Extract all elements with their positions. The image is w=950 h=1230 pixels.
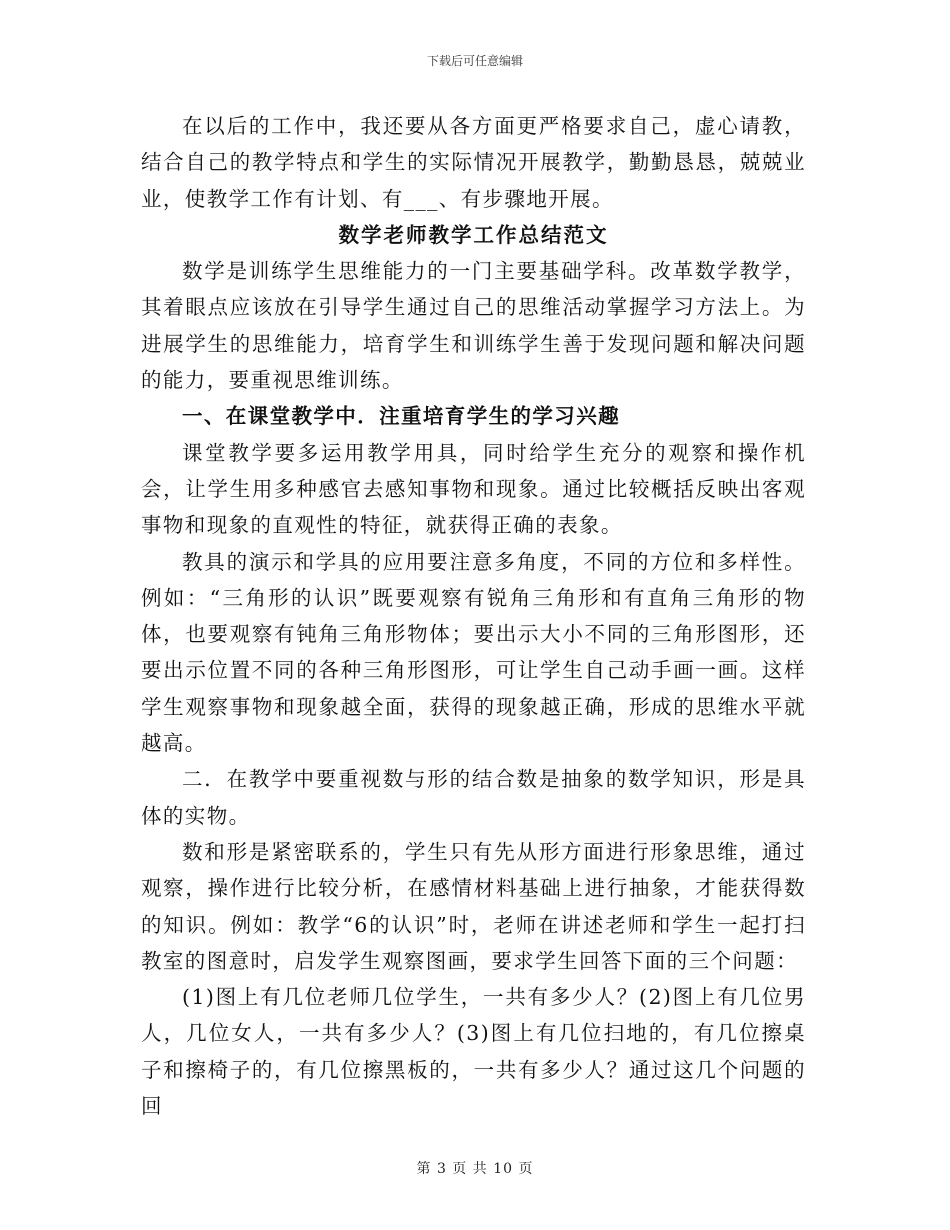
paragraph-5: 数和形是紧密联系的，学生只有先从形方面进行形象思维，通过观察，操作进行比较分析，在感情材料基础上进行抽象，才能获得数的知识。例如：教学“6的认识”时，老师在讲述老师和学生一起打扫教室的图意时，启发学生观察图画，要求学生回答下面的三个问题： [141,839,806,973]
paragraph-intro: 在以后的工作中，我还要从各方面更严格要求自己，虚心请教，结合自己的教学特点和学生的实际情况开展教学，勤勤恳恳，兢兢业业，使教学工作有计划、有___、有步骤地开展。 [141,114,806,211]
paragraph-1: 数学是训练学生思维能力的一门主要基础学科。改革数学教学，其着眼点应该放在引导学生通过自己的思维活动掌握学习方法上。为进展学生的思维能力，培育学生和训练学生善于发现问题和解决问题的能力，要重视思维训练。 [141,259,806,393]
document-body [141,108,806,1124]
paragraph-2: 课堂教学要多运用教学用具，同时给学生充分的观察和操作机会，让学生用多种感官去感知事物和现象。通过比较概括反映出客观事物和现象的直观性的特征，就获得正确的表象。 [141,440,806,538]
page-number: 第 3 页 共 10 页 [416,1161,534,1177]
paragraph-3: 教具的演示和学具的应用要注意多角度，不同的方位和多样性。例如：“三角形的认识”既要观察有锐角三角形和有直角三角形的物体，也要观察有钝角三角形物体；要出示大小不同的三角形图形，还要出示位置不同的各种三角形图形，可让学生自己动手画一画。这样学生观察事物和现象越全面，获得的现象越正确，形成的思维水平就越高。 [141,549,806,756]
page-header: 下载后可任意编辑 [426,54,523,68]
paragraph-4: 二．在教学中要重视数与形的结合数是抽象的数学知识，形是具体的实物。 [141,767,806,828]
section-heading-1: 一、在课堂教学中．注重培育学生的学习兴趣 [182,404,620,429]
document-title: 数学老师教学工作总结范文 [338,222,609,247]
paragraph-6: (1)图上有几位老师几位学生，一共有多少人？(2)图上有几位男人，几位女人，一共有多少人？(3)图上有几位扫地的，有几位擦桌子和擦椅子的，有几位擦黑板的，一共有多少人？通过这几个问题的回 [141,985,806,1119]
